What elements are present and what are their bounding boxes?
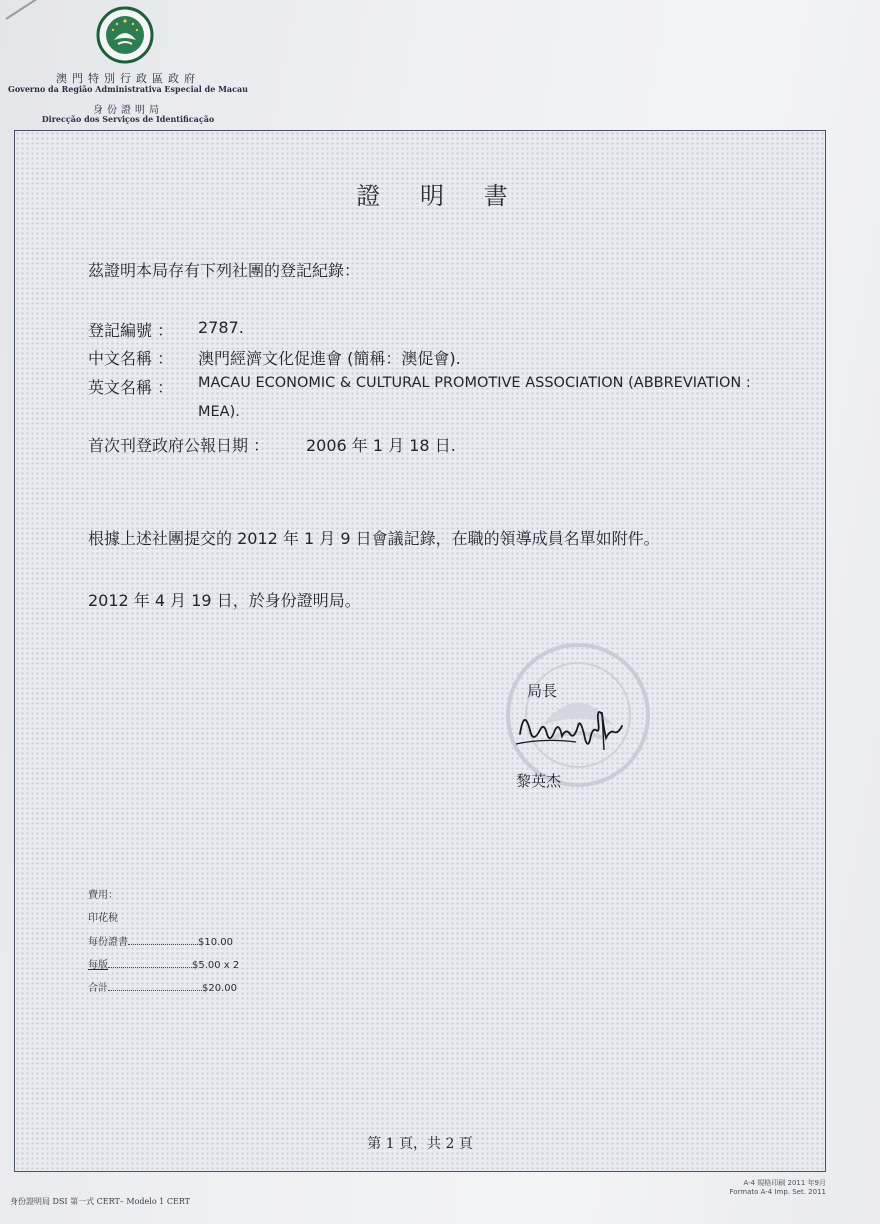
chinese-name-value: 澳門經濟文化促進會 (簡稱：澳促會).	[198, 349, 461, 368]
department-name-pt: Direcção dos Serviços de Identificação	[41, 114, 215, 124]
fees-heading: 費用：	[88, 890, 118, 901]
staple-mark	[5, 0, 60, 20]
document-title: 證 明 書	[356, 182, 524, 210]
fee-amount: $5.00 x 2	[192, 960, 240, 971]
registration-number-value: 2787.	[198, 318, 244, 337]
government-name-pt: Governo da Região Administrativa Especial de Macau	[8, 84, 248, 94]
department-name-cn: 身份證明局	[93, 105, 163, 116]
issue-date-text: 2012 年 4 月 19 日，於身份證明局。	[88, 591, 361, 610]
fee-row-per-page	[88, 956, 239, 971]
handwritten-signature	[514, 700, 634, 760]
fee-label: 每版	[88, 960, 108, 971]
signatory-title: 局長	[527, 682, 558, 700]
english-name-label: 英文名稱 ：	[88, 378, 174, 397]
page-number: 第 1 頁，共 2 頁	[367, 1136, 473, 1152]
stamp-duty-label: 印花稅	[88, 913, 118, 924]
statement-text: 根據上述社團提交的 2012 年 1 月 9 日會議記錄，在職的領導成員名單如附件。	[88, 529, 660, 548]
registration-number-label: 登記編號 ：	[88, 321, 174, 340]
fee-label: 合計	[88, 983, 108, 994]
fee-row-total	[88, 979, 237, 994]
certificate-frame	[14, 130, 826, 1172]
fee-amount: $10.00	[198, 937, 233, 948]
english-name-value-continued: MEA).	[198, 404, 240, 420]
print-format-footer	[700, 1179, 826, 1197]
fee-label: 每份證書	[88, 937, 128, 948]
gazette-date-label: 首次刊登政府公報日期 ：	[88, 436, 270, 455]
english-name-value: MACAU ECONOMIC & CULTURAL PROMOTIVE ASSOCIATION (ABBREVIATION :	[198, 375, 751, 391]
macau-emblem-logo	[96, 6, 154, 64]
gazette-date-value: 2006 年 1 月 18 日.	[306, 436, 456, 455]
fee-amount: $20.00	[202, 983, 237, 994]
government-name-cn: 澳門特別行政區政府	[56, 72, 200, 85]
fee-row-per-certificate	[88, 933, 233, 948]
print-format-line-2: Formato A-4 Imp. Set. 2011	[729, 1188, 826, 1196]
intro-text: 茲證明本局存有下列社團的登記紀錄：	[88, 261, 361, 280]
print-format-line-1: A-4 規格印刷 2011 年9月	[743, 1179, 826, 1187]
form-code-footer: 身份證明局 DSI 第一式 CERT– Modelo 1 CERT	[10, 1197, 190, 1206]
chinese-name-label: 中文名稱 ：	[88, 349, 174, 368]
signatory-name: 黎英杰	[516, 772, 562, 790]
